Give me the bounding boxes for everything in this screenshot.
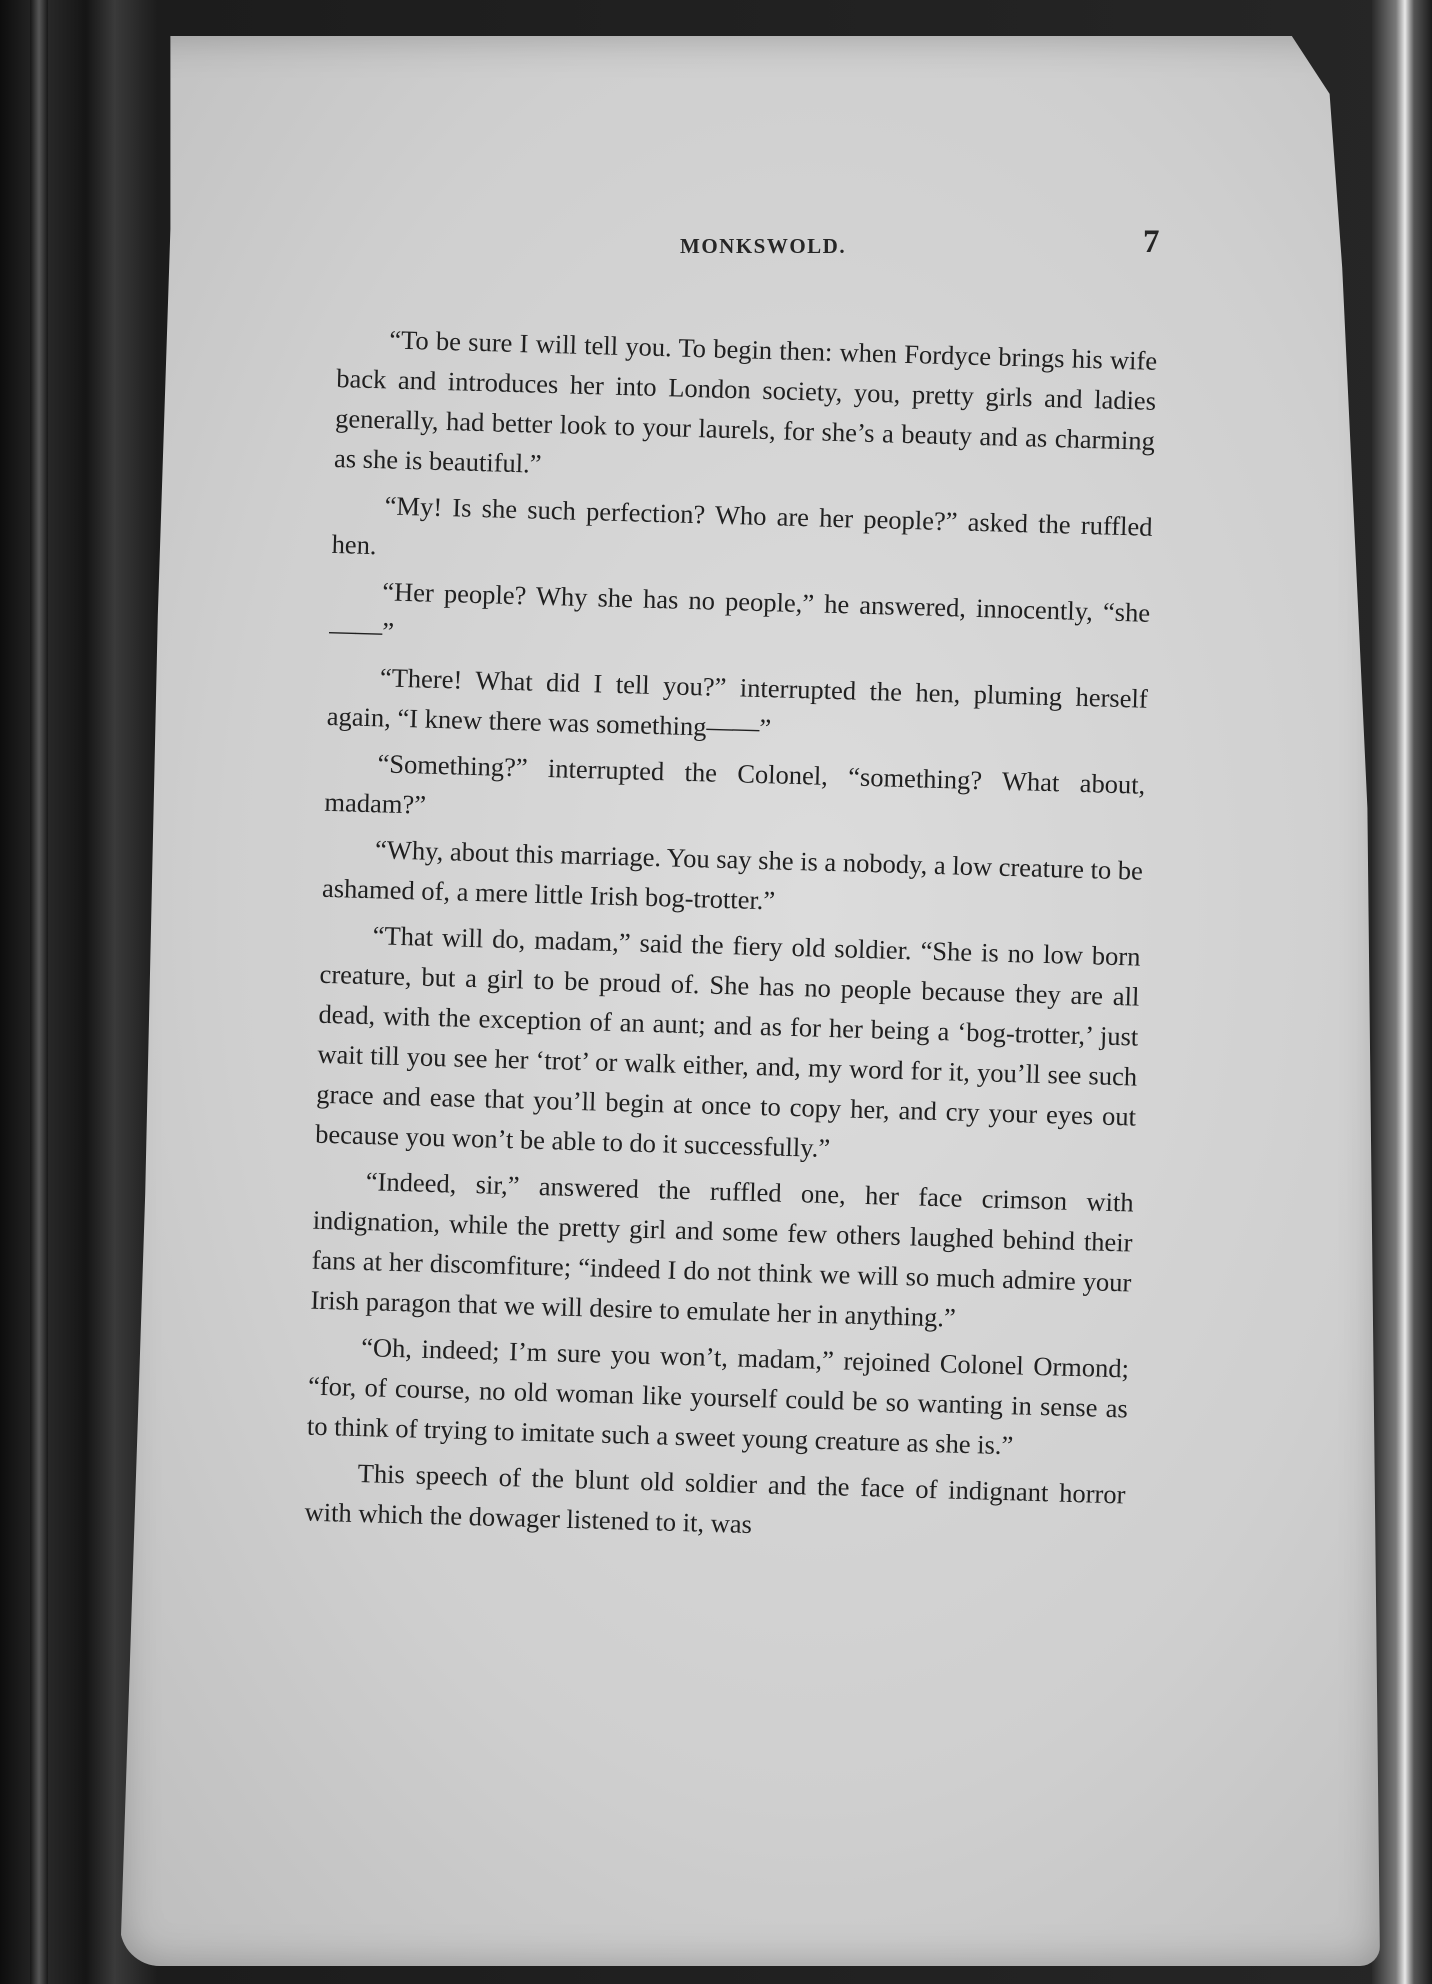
scan-frame-right-edge [1372, 0, 1432, 1984]
page-header [0, 226, 1432, 276]
page-number: 7 [1143, 224, 1160, 260]
paragraph: “Indeed, sir,” answered the ruffled one, her face crimson with indignation, while the pretty girl and some few others laughed behind their fans at her discomfiture; “indeed I do not think we will so much admire your Irish paragon that we will desire to emulate her in anything.” [310, 1166, 1135, 1333]
paragraph: This speech of the blunt old soldier and the face of indignant horror with which the dowager listened to it, was [304, 1458, 1126, 1540]
scan-frame-left-edge [30, 0, 48, 1984]
paragraph: “Oh, indeed; I’m sure you won’t, madam,” rejoined Colonel Ormond; “for, of course, no old woman like yourself could be so wanting in sense as to think of trying to imitate such a sweet young creature as she is.” [306, 1332, 1130, 1461]
running-head: MONKSWOLD. [680, 234, 847, 258]
paragraph: “My! Is she such perfection? Who are her people?” asked the ruffled hen. [331, 490, 1153, 561]
paragraph: “There! What did I tell you?” interrupted the hen, pluming herself again, “I knew there was something——” [326, 662, 1149, 744]
body-text [304, 318, 1158, 1560]
paragraph: “Her people? Why she has no people,” he answered, innocently, “she——” [328, 576, 1151, 647]
paragraph: “Why, about this marriage. You say she is a nobody, a low creature to be ashamed of, a mere little Irish bog-trotter.” [321, 834, 1144, 916]
paragraph: “Something?” interrupted the Colonel, “something? What about, madam?” [324, 748, 1146, 820]
paragraph: “To be sure I will tell you. To begin then: when Fordyce brings his wife back and introduces her into London society, you, pretty girls and ladies generally, had better look to your laurels, for she’s a beauty and as charming as she is beautiful.” [333, 324, 1158, 479]
paragraph: “That will do, madam,” said the fiery old soldier. “She is no low born creature, but a girl to be proud of. She has no people because they are all dead, with the exception of an aunt; and as for her being a ‘bog-trotter,’ just wait till you see her ‘trot’ or walk either, and, my word for it, you’ll see such grace and ease that you’ll begin at once to copy her, and cry your eyes out because you won’t be able to do it successfully.” [314, 920, 1141, 1164]
